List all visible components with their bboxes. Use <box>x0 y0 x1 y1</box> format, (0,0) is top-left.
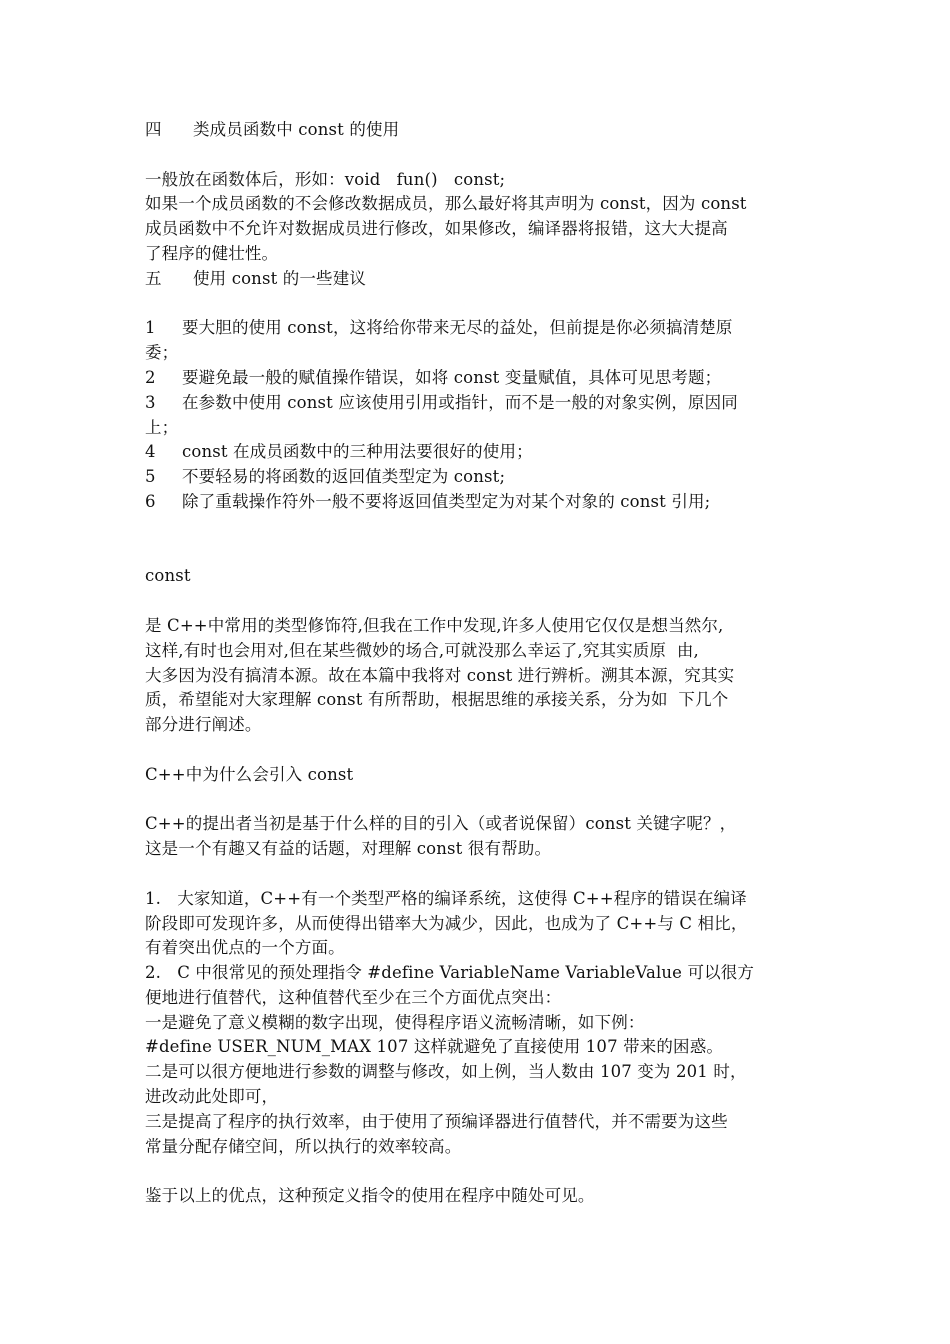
list-item-number: 1 <box>145 318 156 338</box>
paragraph-line: 三是提高了程序的执行效率，由于使用了预编译器进行值替代，并不需要为这些 <box>145 1111 728 1131</box>
section-5-heading <box>145 267 813 292</box>
paragraph-line: 这样,有时也会用对,但在某些微妙的场合,可就没那么幸运了,究其实质原 由, <box>145 640 699 660</box>
blank-line <box>145 1159 813 1184</box>
section-4-number: 四 <box>145 120 162 139</box>
paragraph-line: #define USER_NUM_MAX 107 这样就避免了直接使用 107 带来的困惑。 <box>145 1037 724 1057</box>
paragraph-line: 成员函数中不允许对数据成员进行修改，如果修改，编译器将报错，这大大提高 <box>145 219 728 239</box>
paragraph-line: 这是一个有趣又有益的话题，对理解 const 很有帮助。 <box>145 839 552 859</box>
list-item-number: 6 <box>145 491 156 511</box>
why-const-heading: C++中为什么会引入 const <box>145 764 354 784</box>
paragraph-line: 2. C 中很常见的预处理指令 #define VariableName VariableValue 可以很方 <box>145 963 755 983</box>
section-5-title: 使用 const 的一些建议 <box>193 268 366 288</box>
list-item-text: 除了重载操作符外一般不要将返回值类型定为对某个对象的 const 引用; <box>182 491 711 511</box>
paragraph-line: 一般放在函数体后，形如：void fun() const; <box>145 169 506 189</box>
blank-line <box>145 589 813 614</box>
paragraph-line: 二是可以很方便地进行参数的调整与修改，如上例，当人数由 107 变为 201 时， <box>145 1062 747 1082</box>
paragraph-line: 便地进行值替代，这种值替代至少在三个方面优点突出： <box>145 987 562 1007</box>
paragraph-line: 常量分配存储空间，所以执行的效率较高。 <box>145 1136 462 1156</box>
paragraph-line: 有着突出优点的一个方面。 <box>145 938 345 958</box>
list-item-text: const 在成员函数中的三种用法要很好的使用； <box>182 442 533 462</box>
list-item-continuation: 上； <box>145 417 179 437</box>
list-item-continuation: 委； <box>145 343 179 363</box>
list-item-number: 2 <box>145 367 156 387</box>
list-item <box>145 391 813 416</box>
list-item-number: 5 <box>145 467 156 487</box>
section-5-number: 五 <box>145 268 162 288</box>
paragraph-line: 阶段即可发现许多，从而使得出错率大为减少，因此，也成为了 C++与 C 相比， <box>145 913 748 933</box>
blank-line <box>145 862 813 887</box>
paragraph-line: 1. 大家知道，C++有一个类型严格的编译系统，这使得 C++程序的错误在编译 <box>145 888 747 908</box>
const-keyword-line: const <box>145 566 191 586</box>
paragraph-line: C++的提出者当初是基于什么样的目的引入（或者说保留）const 关键字呢？， <box>145 814 737 834</box>
list-item <box>145 440 813 465</box>
list-item-text: 在参数中使用 const 应该使用引用或指针，而不是一般的对象实例，原因同 <box>182 392 738 412</box>
list-item <box>145 465 813 490</box>
section-4-title: 类成员函数中 const 的使用 <box>193 120 400 139</box>
blank-line <box>145 738 813 763</box>
list-item-number: 4 <box>145 442 156 462</box>
section-4-heading <box>145 118 813 143</box>
paragraph-line: 质，希望能对大家理解 const 有所帮助，根据思维的承接关系，分为如 下几个 <box>145 690 729 710</box>
blank-line <box>145 515 813 540</box>
paragraph-line: 如果一个成员函数的不会修改数据成员，那么最好将其声明为 const，因为 const <box>145 194 747 214</box>
blank-line <box>145 143 813 168</box>
paragraph-line: 部分进行阐述。 <box>145 715 262 735</box>
paragraph-line: 一是避免了意义模糊的数字出现，使得程序语义流畅清晰，如下例： <box>145 1012 645 1032</box>
list-item <box>145 366 813 391</box>
blank-line <box>145 292 813 317</box>
list-item-text: 要避免最一般的赋值操作错误，如将 const 变量赋值，具体可见思考题； <box>182 367 722 387</box>
paragraph-line: 大多因为没有搞清本源。故在本篇中我将对 const 进行辨析。溯其本源，究其实 <box>145 665 735 685</box>
list-item-text: 要大胆的使用 const，这将给你带来无尽的益处，但前提是你必须搞清楚原 <box>182 318 733 338</box>
list-item <box>145 490 813 515</box>
paragraph-line: 进改动此处即可， <box>145 1087 279 1107</box>
blank-line <box>145 788 813 813</box>
list-item-text: 不要轻易的将函数的返回值类型定为 const; <box>182 467 506 487</box>
list-item <box>145 316 813 341</box>
document-page <box>145 118 813 1209</box>
list-item-number: 3 <box>145 392 156 412</box>
paragraph-line: 是 C++中常用的类型修饰符,但我在工作中发现,许多人使用它仅仅是想当然尔, <box>145 615 724 635</box>
paragraph-line: 了程序的健壮性。 <box>145 243 279 263</box>
blank-line <box>145 540 813 565</box>
conclusion-line: 鉴于以上的优点，这种预定义指令的使用在程序中随处可见。 <box>145 1186 595 1206</box>
